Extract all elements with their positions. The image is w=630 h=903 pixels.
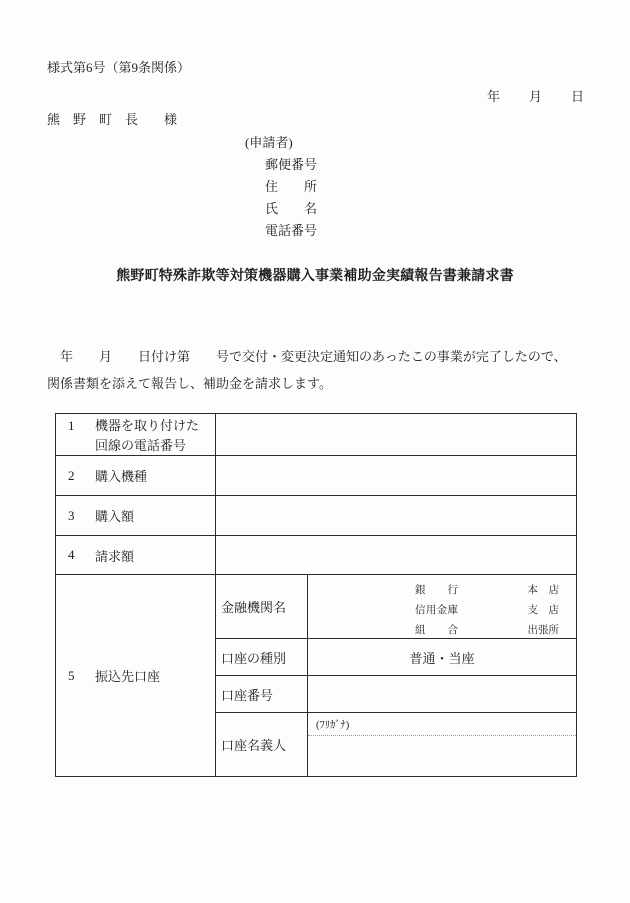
issue-date-line: 年 月 日 — [486, 89, 585, 104]
phone-line-value-cell — [216, 414, 576, 455]
body-paragraph — [47, 343, 592, 397]
account-type-label: 口座の種別 — [216, 639, 308, 675]
financial-institution-value-cell — [308, 575, 576, 638]
phone-line-label-line-1: 機器を取り付けた — [95, 418, 200, 433]
claim-amount-label: 請求額 — [95, 548, 135, 564]
furigana-label: (ﾌﾘｶﾞﾅ) — [308, 713, 576, 736]
purchase-amount-label-cell — [56, 496, 216, 535]
phone-line-label-cell — [56, 414, 216, 455]
addressee-line: 熊 野 町 長 様 — [47, 112, 178, 127]
institution-type-shinkin: 信用金庫 — [415, 604, 458, 616]
bank-account-subtable — [216, 575, 576, 776]
bank-account-label: 振込先口座 — [95, 669, 161, 684]
branch-type-sub-branch: 出張所 — [527, 624, 559, 636]
institution-type-bank: 銀 行 — [415, 584, 458, 596]
account-holder-value-cell — [308, 713, 576, 776]
applicant-field-name: 氏 名 — [265, 201, 318, 216]
account-number-value-cell — [308, 676, 576, 712]
financial-institution-label: 金融機関名 — [216, 575, 308, 638]
row-number: 3 — [68, 507, 75, 523]
institution-type-line — [308, 599, 576, 619]
claim-amount-value-cell — [216, 536, 576, 574]
account-number-label: 口座番号 — [216, 676, 308, 712]
applicant-field-address: 住 所 — [265, 179, 318, 194]
table-row-purchased-model — [56, 456, 576, 496]
subrow-account-type — [216, 639, 576, 676]
purchased-model-label-cell — [56, 456, 216, 495]
account-holder-label: 口座名義人 — [216, 713, 308, 776]
subrow-financial-institution — [216, 575, 576, 639]
applicant-field-postal-code: 郵便番号 — [265, 157, 318, 172]
purchase-amount-label: 購入額 — [95, 509, 135, 524]
body-paragraph-line-2: 関係書類を添えて報告し、補助金を請求します。 — [47, 376, 332, 391]
institution-type-kumiai: 組 合 — [415, 624, 458, 636]
purchased-model-label: 購入機種 — [95, 469, 148, 484]
bank-account-label-cell — [56, 575, 216, 776]
row-number: 4 — [68, 547, 75, 562]
table-row-claim-amount — [56, 536, 576, 575]
form-number: 様式第6号（第9条関係） — [47, 60, 191, 75]
document-title: 熊野町特殊詐欺等対策機器購入事業補助金実績報告書兼請求書 — [116, 269, 514, 284]
account-holder-name-area — [308, 736, 576, 776]
purchased-model-value-cell — [216, 456, 576, 495]
account-type-value-cell — [308, 639, 576, 675]
table-row-purchase-amount — [56, 496, 576, 536]
row-number: 1 — [68, 418, 75, 433]
body-paragraph-line-1: 年 月 日付け第 号で交付・変更決定通知のあったこの事業が完了したので、 — [47, 349, 567, 364]
phone-line-label-line-2: 回線の電話番号 — [95, 438, 187, 453]
subrow-account-holder — [216, 713, 576, 776]
row-number: 2 — [68, 467, 75, 483]
table-row-bank-account — [56, 575, 576, 776]
purchase-amount-value-cell — [216, 496, 576, 535]
branch-type-head-office: 本 店 — [527, 584, 559, 596]
institution-type-line — [308, 619, 576, 639]
account-type-value: 普通・当座 — [409, 650, 475, 666]
table-row-phone-line — [56, 414, 576, 456]
institution-type-line — [308, 579, 576, 599]
applicant-field-phone: 電話番号 — [265, 223, 318, 238]
row-number-spacer — [68, 436, 95, 456]
branch-type-branch: 支 店 — [527, 604, 559, 616]
form-table — [55, 413, 577, 777]
row-number: 5 — [68, 667, 75, 683]
claim-amount-label-cell — [56, 536, 216, 574]
subrow-account-number — [216, 676, 576, 713]
applicant-label: (申請者) — [245, 135, 293, 150]
